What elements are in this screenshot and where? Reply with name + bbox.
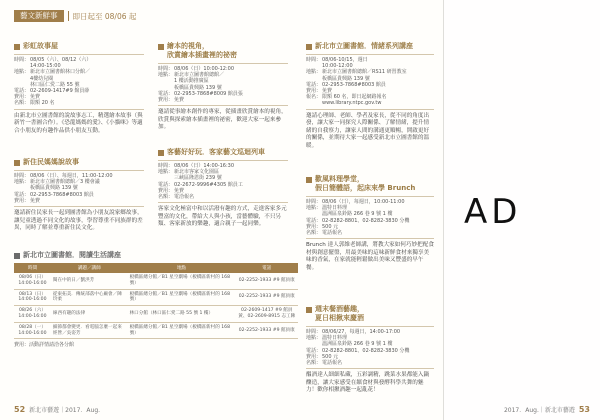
info-key: 地點：: [306, 69, 322, 76]
square-bullet-icon: [158, 44, 164, 50]
info-key: 時間：: [306, 57, 322, 63]
info-key: 報名：: [306, 94, 322, 101]
event-description: 醞酒達人細細私藏，五彩調精，跳菜水果都能入鍋釀造，讓大家感受在繽食材與發酵科學共舞的魅力！歡你相揪酒趣一起亂花！: [306, 372, 430, 394]
info-value: www.library.ntpc.gov.tw: [322, 100, 382, 107]
info-value: 新北市立圖書館總館／RS11 研習教室: [322, 69, 407, 76]
square-bullet-icon: [14, 44, 20, 50]
table-note: 費用：活動詳情請洽各分館: [14, 342, 75, 349]
info-value: 10:00-12:00: [322, 63, 353, 70]
table-header: 地點: [128, 263, 236, 273]
event-info: [14, 54, 144, 110]
info-value: 新北市立圖書館總館／: [174, 72, 225, 79]
table-cell: 板橋區總分館／B1 星空劇場（板橋區新村的 168 號）: [128, 322, 236, 339]
info-value: 免費: [30, 197, 41, 204]
info-value: 免費: [30, 94, 41, 101]
info-value: 三峽區隆恩街 239 號: [174, 175, 222, 182]
event-emotion-lecture: [306, 42, 434, 150]
info-key: 電話：: [158, 90, 174, 97]
event-picture-book: [158, 42, 288, 132]
table-cell: 林口分館（林口區仁愛二路 55 號 1 樓）: [128, 306, 236, 323]
table-header: 電話: [236, 263, 299, 273]
info-key: 電話：: [306, 347, 322, 354]
event-description: 由新北市立圖書館的說故事志工，精選繪本故事（與新竹一書圖合作）。《恐龍媽媽的愛》、《小貓咪》等適合小朋友的有趣作品供小朋友互動。: [14, 112, 143, 134]
table-row: [14, 273, 298, 289]
info-key: 名額：: [158, 194, 174, 201]
table-cell: 08/26（六）14:00-16:00: [14, 306, 51, 323]
section-title: [14, 251, 298, 260]
info-key: 費用：: [306, 88, 322, 95]
info-value: 免費: [322, 88, 333, 95]
info-value: 08/06（日），每週日，10:00-11:00: [322, 199, 405, 205]
event-description: 邀請新住民家長一起到圖書館為小朋友說家鄉故事，讓兒童透過不同文化的故事，學習尊重不同族群的差異，同時了解並尊重新住民文化。: [14, 210, 143, 232]
event-lecture-series: [14, 251, 298, 348]
event-info: [158, 63, 288, 106]
table-cell: 02-2252-1933 #9 館員康: [236, 289, 299, 306]
table-cell: 閱在中的日／劉洪芳: [51, 273, 128, 289]
event-rainbow-story: [14, 42, 144, 135]
section-title-text: 客藝好好玩．客家藝文巡迴列車: [167, 148, 265, 156]
page-header: [14, 9, 136, 23]
info-value: 林口區仁愛二路 55 號: [30, 81, 80, 88]
section-title: [158, 148, 288, 157]
info-value: 02-8282-8801、02-8282-3830 分機: [322, 217, 410, 224]
info-value: 08/06-10/15，週日: [322, 57, 368, 63]
right-page: [444, 0, 600, 420]
table-row: [14, 289, 298, 306]
info-key: 費用：: [14, 94, 30, 101]
info-value: 溫特日料理: [322, 335, 348, 342]
event-summer-drinks: [306, 305, 434, 395]
info-row: [158, 194, 288, 200]
page-number-right: 53: [578, 405, 590, 414]
info-key: 費用：: [306, 353, 322, 360]
info-row: [306, 360, 434, 366]
header-tag: 藝文新鮮事: [14, 10, 64, 22]
square-bullet-icon: [158, 150, 164, 156]
info-key: 時間：: [158, 66, 174, 72]
section-title: [306, 305, 434, 323]
square-bullet-icon: [306, 177, 312, 183]
info-value: 08/05（六）、08/12（六）: [30, 57, 92, 63]
info-key: 電話：: [14, 191, 30, 198]
event-info: [158, 160, 288, 203]
info-key: 時間：: [306, 199, 322, 205]
info-value: 新北市立圖書館總館／3 樓會議: [30, 179, 100, 186]
event-brunch-class: [306, 175, 434, 272]
info-key: 費用：: [158, 187, 174, 194]
section-title-text: 新北市立圖書館．情緒系列講座: [315, 42, 413, 50]
section-title: [158, 42, 288, 60]
info-value: 板橋區貴興路 139 號: [322, 75, 370, 82]
info-key: 電話：: [158, 181, 174, 188]
header-divider: [68, 11, 69, 21]
info-row: [306, 100, 434, 106]
section-title-text: 彩虹故事屋: [23, 42, 58, 50]
info-key: 時間：: [306, 329, 322, 335]
event-info: [14, 170, 144, 207]
square-bullet-icon: [14, 160, 20, 166]
table-cell: 板橋區總分館／B1 星空劇場（板橋區新村的 168 號）: [128, 289, 236, 306]
info-value: 1 樓活動推廣區: [174, 78, 209, 85]
info-key: 費用：: [14, 197, 30, 204]
event-description: Brunch 達人郭維老師講，將教大家如何巧妙把配食材與創意擺盤，用最美味的這味新鮮食材來獨享美味的香氣，在家就能輕鬆做出美味又豐盛的早午餐。: [306, 242, 434, 271]
info-key: 名額：: [14, 100, 30, 107]
info-row: [158, 97, 288, 103]
info-key: 名額：: [306, 230, 322, 237]
info-key: 費用：: [306, 223, 322, 230]
table-header: 時間: [14, 263, 51, 273]
event-info: [306, 326, 434, 369]
info-value: 08/06（日）10:00-12:00: [174, 66, 235, 72]
section-title-text: 新住民媽媽說故事: [23, 158, 79, 166]
info-value: 溫特日料理: [322, 205, 348, 212]
table-cell: 02-2609-1417 #9 館員黃、02-2609-8915 志工陳: [236, 306, 299, 323]
table-cell: 02-2252-1933 #9 館員康: [236, 273, 299, 289]
info-value: 限額 60 名，即日起網路報名: [322, 94, 387, 101]
lecture-table: [14, 263, 298, 339]
event-info: [306, 196, 434, 239]
event-description: 邀請心理師、老師、學者及家長，從不同的角度出發，讓大家一同探究人際關係、了解情緒，提升情緒的自我察力，讓家人間的溝通更順暢，開啟更好的關係，並期待大家一起感受新北市立圖書館的溫暖。: [306, 112, 430, 149]
ad-placeholder: AD: [464, 192, 522, 232]
section-title-text: 繪本的視角， 欣賞繪本插畫裡的祕密: [167, 42, 237, 59]
square-bullet-icon: [306, 307, 312, 313]
table-cell: 線西有趣的法律: [51, 306, 128, 323]
info-key: 時間：: [158, 163, 174, 169]
info-value: 02-2953-7868#8009 館員張: [174, 90, 243, 97]
section-title-text: 歡風料理學堂， 假日簡體語，起床來學 Brunch: [315, 175, 416, 192]
info-key: 地點：: [14, 179, 30, 186]
square-bullet-icon: [306, 44, 312, 50]
info-key: 費用：: [158, 97, 174, 104]
info-value: 新北市立圖書館林口分館／: [30, 69, 91, 76]
info-value: 電話報名: [322, 230, 343, 237]
table-row: [14, 322, 298, 339]
section-title: [306, 175, 434, 193]
info-value: 08/06/27，每週日，14:00-17:00: [322, 329, 401, 335]
info-key: 地點：: [306, 335, 322, 342]
info-key: 地點：: [14, 69, 30, 76]
table-header: 講題／講師: [51, 263, 128, 273]
info-value: 免費: [174, 97, 185, 104]
table-cell: 從東拓美．傳統部落中心廠會／陳玠柔: [51, 289, 128, 306]
info-value: 08/06（日）14:00-16:30: [174, 163, 235, 169]
info-key: 地點：: [158, 72, 174, 79]
info-value: 電話報名: [322, 360, 343, 367]
section-title: [14, 158, 144, 167]
event-hakka-culture: [158, 148, 288, 229]
table-cell: 08/06（日）14:00-16:00: [14, 273, 51, 289]
info-value: 02-2609-1417#9 館員薛: [30, 88, 90, 95]
table-cell: 細節都會變更．看電腦怎麼一起來經營／吳姿芳: [51, 322, 128, 339]
section-title: [14, 42, 144, 51]
footer-right-text: 2017．Aug.｜新北市藝遊: [503, 407, 575, 414]
info-row: [306, 230, 434, 236]
event-description: 客家文化極富中和以活潑有趣的方式，走進客家多元豐富的文化，帶給大人與小孩，當藝體驗，不只另類、客家新放的樂趣，適合親子一起同樂。: [158, 206, 287, 228]
info-value: 500 元: [322, 223, 339, 230]
table-cell: 08/13（日）14:00-16:00: [14, 289, 51, 306]
section-title-text: 週末餐酒藝趣， 夏日相揪來慶酒: [315, 305, 364, 322]
info-key: 電話：: [14, 88, 30, 95]
table-row: [14, 306, 298, 323]
footer-left-text: 新北市藝遊｜2017．Aug.: [29, 407, 101, 414]
event-new-resident-story: [14, 158, 144, 233]
info-value: 02-2953-7868#8003 館員: [30, 191, 94, 198]
info-value: 板橋區貴興路 139 號: [30, 185, 78, 192]
info-key: 地點：: [306, 205, 322, 212]
section-title-text: 新北市立圖書館．閱讀生活講座: [23, 251, 121, 259]
info-value: 02-2953-7868#8003 館員: [322, 81, 386, 88]
footer-right: [504, 405, 590, 414]
info-value: 新北市客家文化園區: [174, 169, 220, 176]
info-key: 地點：: [158, 169, 174, 176]
info-value: 500 元: [322, 353, 339, 360]
info-value: 4樓幼兒閱: [30, 75, 54, 82]
info-value: 08/06（日）、每週日，11:00-12:00: [30, 173, 113, 179]
page-number-left: 52: [14, 405, 26, 414]
info-key: 電話：: [306, 217, 322, 224]
header-date: 即日起至 08/06 起: [72, 11, 137, 21]
footer-left: [14, 405, 100, 414]
info-key: [306, 100, 322, 106]
info-row: [14, 198, 144, 204]
info-value: 溫洲區泉鈴路 266 巷 9 號 1 樓: [322, 211, 393, 218]
table-cell: 08/28（一）14:00-16:00: [14, 322, 51, 339]
table-cell: 02-2252-1933 #9 館員康: [236, 322, 299, 339]
info-value: 限額 20 名: [30, 100, 55, 107]
info-value: 14:00-15:00: [30, 63, 61, 70]
event-description: 邀請從事繪本創作的專家，從插畫欣賞繪本的視角，欣賞與探索繪本插畫裡的祕密，歡迎大家一起來參加。: [158, 109, 287, 131]
info-value: 板橋區貴興路 139 號: [174, 84, 222, 91]
info-row: [14, 100, 144, 106]
info-key: 時間：: [14, 173, 30, 179]
square-bullet-icon: [14, 253, 20, 259]
info-value: 02-2672-9996#4305 館員工: [174, 181, 243, 188]
table-cell: 板橋區總分館／B1 星空劇場（板橋區新村的 168 號）: [128, 273, 236, 289]
event-info: [306, 54, 434, 110]
info-value: 溫洲區泉鈴路 266 巷 9 號 1 樓: [322, 341, 393, 348]
info-value: 電洽報名: [174, 194, 195, 201]
info-value: 免費: [174, 187, 185, 194]
info-key: 名額：: [306, 360, 322, 367]
info-key: 時間：: [14, 57, 30, 63]
info-value: 02-8282-8801、02-8282-3830 分機: [322, 347, 410, 354]
section-title: [306, 42, 434, 51]
info-key: 電話：: [306, 81, 322, 88]
